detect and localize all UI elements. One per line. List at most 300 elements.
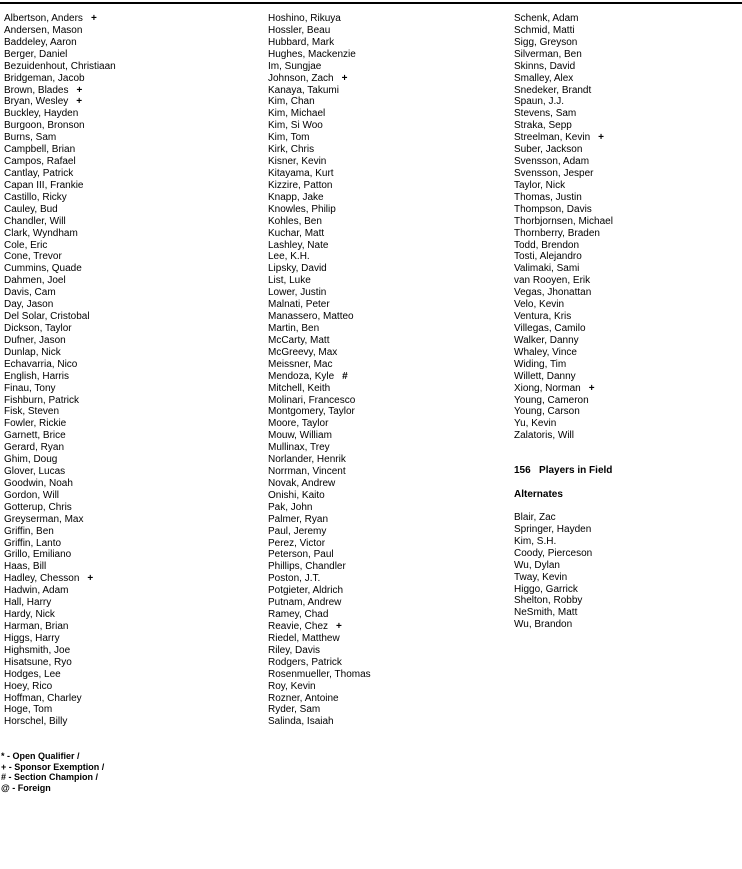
player-entry bbox=[268, 263, 371, 275]
player-name: Burns, Sam bbox=[4, 132, 57, 144]
player-name: Dufner, Jason bbox=[4, 334, 66, 346]
player-name: Del Solar, Cristobal bbox=[4, 311, 90, 323]
player-entry bbox=[514, 228, 613, 240]
alternate-name: Blair, Zac bbox=[514, 512, 556, 523]
player-entry bbox=[268, 287, 371, 299]
player-entry bbox=[4, 621, 116, 633]
player-name: Grillo, Emiliano bbox=[4, 549, 72, 561]
player-name: Cone, Trevor bbox=[4, 251, 62, 263]
player-name: Novak, Andrew bbox=[268, 477, 336, 489]
player-entry bbox=[268, 180, 371, 192]
player-entry bbox=[268, 240, 371, 252]
player-entry bbox=[268, 693, 371, 705]
player-entry bbox=[268, 25, 371, 37]
player-entry bbox=[4, 144, 116, 156]
player-entry bbox=[4, 204, 116, 216]
player-name: van Rooyen, Erik bbox=[514, 275, 591, 287]
player-name: Svensson, Jesper bbox=[514, 167, 594, 179]
player-entry bbox=[268, 621, 371, 633]
player-name: Riedel, Matthew bbox=[268, 632, 340, 644]
legend bbox=[1, 751, 104, 793]
player-entry bbox=[268, 478, 371, 490]
player-entry bbox=[268, 704, 371, 716]
player-name: Hardy, Nick bbox=[4, 609, 55, 621]
player-name: Hoffman, Charley bbox=[4, 692, 82, 704]
player-entry bbox=[514, 61, 613, 73]
player-entry bbox=[268, 144, 371, 156]
player-name: Villegas, Camilo bbox=[514, 322, 586, 334]
player-entry bbox=[4, 37, 116, 49]
player-entry bbox=[4, 359, 116, 371]
player-entry bbox=[4, 693, 116, 705]
player-name: Day, Jason bbox=[4, 299, 54, 311]
player-name: Norlander, Henrik bbox=[268, 454, 346, 466]
player-entry bbox=[4, 132, 116, 144]
player-entry bbox=[4, 73, 116, 85]
player-entry bbox=[4, 251, 116, 263]
player-entry bbox=[4, 597, 116, 609]
player-name: Buckley, Hayden bbox=[4, 108, 79, 120]
player-entry bbox=[268, 311, 371, 323]
player-name: Griffin, Lanto bbox=[4, 537, 62, 549]
player-name: Meissner, Mac bbox=[268, 358, 333, 370]
player-name: Baddeley, Aaron bbox=[4, 36, 77, 48]
player-entry bbox=[514, 180, 613, 192]
player-name: Straka, Sepp bbox=[514, 120, 572, 132]
player-name: Phillips, Chandler bbox=[268, 561, 346, 573]
alternate-name: Springer, Hayden bbox=[514, 523, 592, 535]
player-name: Echavarria, Nico bbox=[4, 358, 78, 370]
player-name: Finau, Tony bbox=[4, 382, 56, 394]
player-name: Lower, Justin bbox=[268, 287, 327, 299]
player-entry bbox=[4, 585, 116, 597]
player-name: Velo, Kevin bbox=[514, 299, 565, 311]
player-entry bbox=[4, 192, 116, 204]
player-name: Hadwin, Adam bbox=[4, 585, 69, 597]
player-entry bbox=[4, 526, 116, 538]
player-status-mark: + bbox=[76, 96, 83, 108]
player-name: Paul, Jeremy bbox=[268, 525, 327, 537]
player-entry bbox=[268, 466, 371, 478]
player-name: Kizzire, Patton bbox=[268, 179, 333, 191]
player-name: Dickson, Taylor bbox=[4, 322, 72, 334]
player-name: Glover, Lucas bbox=[4, 466, 66, 478]
player-name: Higgs, Harry bbox=[4, 632, 60, 644]
player-name: Mendoza, Kyle bbox=[268, 370, 335, 382]
player-entry bbox=[4, 395, 116, 407]
player-entry bbox=[514, 251, 613, 263]
player-entry bbox=[4, 228, 116, 240]
player-name: Kisner, Kevin bbox=[268, 156, 327, 168]
player-name: Kim, Michael bbox=[268, 108, 326, 120]
player-name: Cummins, Quade bbox=[4, 263, 82, 275]
player-name: Campos, Rafael bbox=[4, 156, 76, 168]
player-column-1 bbox=[4, 13, 116, 728]
player-entry bbox=[268, 371, 371, 383]
player-name: Ramey, Chad bbox=[268, 609, 329, 621]
player-name: List, Luke bbox=[268, 275, 311, 287]
player-entry bbox=[268, 37, 371, 49]
player-entry bbox=[514, 299, 613, 311]
player-name: Kohles, Ben bbox=[268, 215, 322, 227]
player-entry bbox=[268, 335, 371, 347]
player-name: Mullinax, Trey bbox=[268, 442, 330, 454]
player-name: Clark, Wyndham bbox=[4, 227, 78, 239]
player-entry bbox=[4, 287, 116, 299]
player-column-2 bbox=[268, 13, 371, 728]
field-count-label: Players in Field bbox=[539, 465, 613, 476]
player-name: Hodges, Lee bbox=[4, 668, 61, 680]
player-entry bbox=[514, 383, 613, 395]
player-entry bbox=[4, 347, 116, 359]
player-name: Taylor, Nick bbox=[514, 179, 566, 191]
player-name: Ventura, Kris bbox=[514, 311, 572, 323]
player-name: Fisk, Steven bbox=[4, 406, 60, 418]
player-entry bbox=[514, 395, 613, 407]
player-entry bbox=[268, 526, 371, 538]
player-entry bbox=[4, 49, 116, 61]
player-entry bbox=[514, 216, 613, 228]
player-entry bbox=[268, 597, 371, 609]
player-name: Lashley, Nate bbox=[268, 239, 329, 251]
player-name: Highsmith, Joe bbox=[4, 644, 71, 656]
player-name: Knowles, Philip bbox=[268, 203, 336, 215]
player-name: Molinari, Francesco bbox=[268, 394, 356, 406]
player-name: Gordon, Will bbox=[4, 489, 60, 501]
player-entry bbox=[268, 406, 371, 418]
player-entry bbox=[268, 430, 371, 442]
player-name: Kuchar, Matt bbox=[268, 227, 325, 239]
player-entry bbox=[4, 454, 116, 466]
player-name: Gotterup, Chris bbox=[4, 501, 72, 513]
player-status-mark: + bbox=[87, 573, 94, 585]
player-name: Streelman, Kevin bbox=[514, 132, 591, 144]
player-name: Montgomery, Taylor bbox=[268, 406, 355, 418]
player-status-mark: + bbox=[341, 72, 348, 84]
player-name: Tosti, Alejandro bbox=[514, 251, 582, 263]
player-status-mark: + bbox=[90, 13, 97, 24]
player-name: Thomas, Justin bbox=[514, 191, 582, 203]
player-entry bbox=[4, 573, 116, 585]
player-entry bbox=[4, 609, 116, 621]
player-entry bbox=[4, 704, 116, 716]
player-name: Harman, Brian bbox=[4, 621, 69, 633]
player-status-mark: + bbox=[336, 621, 342, 633]
player-entry bbox=[514, 263, 613, 275]
player-name: Willett, Danny bbox=[514, 370, 576, 382]
player-entry bbox=[268, 669, 371, 681]
top-rule bbox=[0, 2, 742, 4]
player-entry bbox=[268, 251, 371, 263]
player-name: Cole, Eric bbox=[4, 239, 48, 251]
player-entry bbox=[4, 156, 116, 168]
player-entry bbox=[268, 490, 371, 502]
player-name: Potgieter, Aldrich bbox=[268, 585, 344, 597]
player-entry bbox=[268, 418, 371, 430]
player-entry bbox=[268, 538, 371, 550]
player-name: Greyserman, Max bbox=[4, 513, 84, 525]
player-name: Rosenmueller, Thomas bbox=[268, 668, 371, 680]
player-entry bbox=[514, 144, 613, 156]
player-name: Davis, Cam bbox=[4, 287, 56, 299]
player-entry bbox=[268, 442, 371, 454]
player-name: English, Harris bbox=[4, 370, 70, 382]
player-name: Palmer, Ryan bbox=[268, 513, 329, 525]
player-entry bbox=[268, 216, 371, 228]
player-entry bbox=[4, 120, 116, 132]
player-name: Fowler, Rickie bbox=[4, 418, 67, 430]
player-entry bbox=[4, 466, 116, 478]
player-name: Fishburn, Patrick bbox=[4, 394, 80, 406]
player-name: Berger, Daniel bbox=[4, 48, 68, 60]
legend-open-qualifier: * - Open Qualifier / bbox=[1, 751, 80, 761]
player-entry bbox=[514, 168, 613, 180]
player-entry bbox=[514, 132, 613, 144]
player-entry bbox=[4, 716, 116, 728]
player-name: Skinns, David bbox=[514, 60, 576, 72]
player-entry bbox=[268, 657, 371, 669]
player-entry bbox=[514, 287, 613, 299]
player-name: Kim, Chan bbox=[268, 96, 315, 108]
player-entry bbox=[514, 406, 613, 418]
alternate-name: Coody, Pierceson bbox=[514, 547, 593, 559]
player-name: Im, Sungjae bbox=[268, 60, 322, 72]
player-name: Thornberry, Braden bbox=[514, 227, 600, 239]
player-name: Norrman, Vincent bbox=[268, 466, 346, 478]
player-name: Hoshino, Rikuya bbox=[268, 13, 341, 24]
player-name: Andersen, Mason bbox=[4, 24, 83, 36]
player-entry bbox=[4, 490, 116, 502]
player-entry bbox=[4, 645, 116, 657]
player-name: McCarty, Matt bbox=[268, 334, 330, 346]
player-name: Bridgeman, Jacob bbox=[4, 72, 85, 84]
player-name: Suber, Jackson bbox=[514, 144, 583, 156]
player-name: Albertson, Anders bbox=[4, 13, 83, 24]
player-entry bbox=[4, 502, 116, 514]
player-entry bbox=[514, 204, 613, 216]
player-name: Xiong, Norman bbox=[514, 382, 581, 394]
player-entry bbox=[514, 96, 613, 108]
player-name: Walker, Danny bbox=[514, 334, 579, 346]
player-entry bbox=[4, 549, 116, 561]
player-name: Lipsky, David bbox=[268, 263, 327, 275]
player-name: Brown, Blades bbox=[4, 84, 69, 96]
player-name: Whaley, Vince bbox=[514, 346, 577, 358]
player-entry bbox=[514, 73, 613, 85]
player-name: Moore, Taylor bbox=[268, 418, 329, 430]
player-name: Roy, Kevin bbox=[268, 680, 316, 692]
player-entry bbox=[514, 311, 613, 323]
player-entry bbox=[514, 85, 613, 97]
player-entry bbox=[4, 85, 116, 97]
player-name: Salinda, Isaiah bbox=[268, 716, 334, 728]
player-entry bbox=[4, 216, 116, 228]
player-entry bbox=[268, 85, 371, 97]
player-entry bbox=[268, 514, 371, 526]
player-name: Ryder, Sam bbox=[268, 704, 321, 716]
player-name: Spaun, J.J. bbox=[514, 96, 565, 108]
player-name: Perez, Victor bbox=[268, 537, 326, 549]
alternate-name: Shelton, Robby bbox=[514, 595, 583, 607]
player-entry bbox=[268, 561, 371, 573]
player-entry bbox=[268, 73, 371, 85]
legend-section-champion: # - Section Champion / bbox=[1, 772, 99, 782]
player-entry bbox=[514, 430, 613, 442]
player-entry bbox=[268, 681, 371, 693]
player-name: Knapp, Jake bbox=[268, 191, 324, 203]
player-name: Dahmen, Joel bbox=[4, 275, 66, 287]
player-name: Ghim, Doug bbox=[4, 454, 58, 466]
player-name: Rodgers, Patrick bbox=[268, 656, 342, 668]
player-name: Chandler, Will bbox=[4, 215, 66, 227]
player-name: Mitchell, Keith bbox=[268, 382, 331, 394]
player-name: Kanaya, Takumi bbox=[268, 84, 339, 96]
player-name: Pak, John bbox=[268, 501, 313, 513]
player-entry bbox=[268, 192, 371, 204]
player-name: Kirk, Chris bbox=[268, 144, 315, 156]
player-entry bbox=[268, 359, 371, 371]
player-entry bbox=[268, 156, 371, 168]
player-entry bbox=[268, 549, 371, 561]
player-name: Malnati, Peter bbox=[268, 299, 330, 311]
player-entry bbox=[4, 61, 116, 73]
player-name: Todd, Brendon bbox=[514, 239, 580, 251]
player-name: McGreevy, Max bbox=[268, 346, 338, 358]
player-name: Peterson, Paul bbox=[268, 549, 334, 561]
player-entry bbox=[4, 275, 116, 287]
player-entry bbox=[268, 228, 371, 240]
alternate-name: Higgo, Garrick bbox=[514, 583, 578, 595]
player-name: Hughes, Mackenzie bbox=[268, 48, 356, 60]
player-entry bbox=[268, 13, 371, 25]
player-name: Haas, Bill bbox=[4, 561, 47, 573]
player-name: Rozner, Antoine bbox=[268, 692, 339, 704]
player-entry bbox=[4, 669, 116, 681]
player-name: Kim, Si Woo bbox=[268, 120, 323, 132]
player-name: Onishi, Kaito bbox=[268, 489, 325, 501]
players-in-field-count bbox=[514, 465, 612, 477]
player-entry bbox=[268, 609, 371, 621]
player-entry bbox=[514, 371, 613, 383]
player-entry bbox=[4, 561, 116, 573]
player-entry bbox=[514, 359, 613, 371]
player-name: Svensson, Adam bbox=[514, 156, 590, 168]
player-entry bbox=[268, 454, 371, 466]
player-name: Kitayama, Kurt bbox=[268, 167, 334, 179]
player-entry bbox=[268, 502, 371, 514]
player-name: Hubbard, Mark bbox=[268, 36, 335, 48]
alternate-name: NeSmith, Matt bbox=[514, 607, 578, 619]
player-entry bbox=[514, 240, 613, 252]
player-name: Putnam, Andrew bbox=[268, 597, 342, 609]
player-entry bbox=[4, 430, 116, 442]
player-name: Manassero, Matteo bbox=[268, 311, 354, 323]
player-name: Sigg, Greyson bbox=[514, 36, 578, 48]
player-entry bbox=[268, 716, 371, 728]
player-name: Hoge, Tom bbox=[4, 704, 53, 716]
player-name: Hossler, Beau bbox=[268, 24, 331, 36]
player-name: Schmid, Matti bbox=[514, 24, 575, 36]
player-status-mark: + bbox=[598, 132, 604, 144]
player-entry bbox=[514, 323, 613, 335]
player-name: Garnett, Brice bbox=[4, 430, 66, 442]
player-entry bbox=[4, 263, 116, 275]
player-name: Riley, Davis bbox=[268, 644, 321, 656]
player-entry bbox=[514, 49, 613, 61]
player-entry bbox=[268, 275, 371, 287]
player-name: Reavie, Chez bbox=[268, 621, 329, 633]
player-name: Lee, K.H. bbox=[268, 251, 310, 263]
player-entry bbox=[268, 633, 371, 645]
field-count-number: 156 bbox=[514, 465, 531, 476]
player-entry bbox=[4, 418, 116, 430]
player-entry bbox=[268, 383, 371, 395]
player-entry bbox=[514, 25, 613, 37]
legend-sponsor-exemption: + - Sponsor Exemption / bbox=[1, 761, 105, 772]
player-name: Vegas, Jhonattan bbox=[514, 287, 592, 299]
player-name: Thorbjornsen, Michael bbox=[514, 215, 613, 227]
player-entry bbox=[4, 478, 116, 490]
player-name: Martin, Ben bbox=[268, 322, 320, 334]
alternate-name: Kim, S.H. bbox=[514, 535, 557, 547]
player-entry bbox=[4, 335, 116, 347]
player-name: Capan III, Frankie bbox=[4, 179, 84, 191]
player-name: Thompson, Davis bbox=[514, 203, 592, 215]
player-name: Hadley, Chesson bbox=[4, 573, 80, 585]
alternate-name: Tway, Kevin bbox=[514, 571, 568, 583]
player-entry bbox=[4, 240, 116, 252]
player-name: Bezuidenhout, Christiaan bbox=[4, 60, 116, 72]
player-entry bbox=[4, 681, 116, 693]
player-name: Cantlay, Patrick bbox=[4, 167, 74, 179]
player-name: Horschel, Billy bbox=[4, 716, 68, 728]
player-entry bbox=[514, 156, 613, 168]
player-name: Kim, Tom bbox=[268, 132, 310, 144]
player-entry bbox=[268, 49, 371, 61]
player-entry bbox=[268, 168, 371, 180]
alternate-name: Wu, Dylan bbox=[514, 559, 560, 571]
player-entry bbox=[4, 25, 116, 37]
player-name: Valimaki, Sami bbox=[514, 263, 580, 275]
player-name: Schenk, Adam bbox=[514, 13, 579, 24]
player-entry bbox=[4, 371, 116, 383]
player-name: Snedeker, Brandt bbox=[514, 84, 592, 96]
player-entry bbox=[514, 347, 613, 359]
player-entry bbox=[4, 13, 116, 25]
player-entry bbox=[4, 299, 116, 311]
player-name: Dunlap, Nick bbox=[4, 346, 61, 358]
player-entry bbox=[268, 347, 371, 359]
player-entry bbox=[514, 37, 613, 49]
player-name: Hisatsune, Ryo bbox=[4, 656, 72, 668]
player-name: Burgoon, Bronson bbox=[4, 120, 85, 132]
player-name: Young, Carson bbox=[514, 406, 580, 418]
player-entry bbox=[514, 192, 613, 204]
player-entry bbox=[268, 299, 371, 311]
player-name: Bryan, Wesley bbox=[4, 96, 69, 108]
player-entry bbox=[4, 180, 116, 192]
player-name: Goodwin, Noah bbox=[4, 477, 73, 489]
alternates-list bbox=[514, 512, 592, 631]
player-name: Castillo, Ricky bbox=[4, 191, 67, 203]
player-entry bbox=[268, 323, 371, 335]
player-entry bbox=[4, 96, 116, 108]
player-entry bbox=[268, 132, 371, 144]
player-status-mark: + bbox=[76, 84, 83, 96]
player-name: Griffin, Ben bbox=[4, 525, 54, 537]
player-name: Zalatoris, Will bbox=[514, 430, 575, 442]
player-entry bbox=[4, 514, 116, 526]
